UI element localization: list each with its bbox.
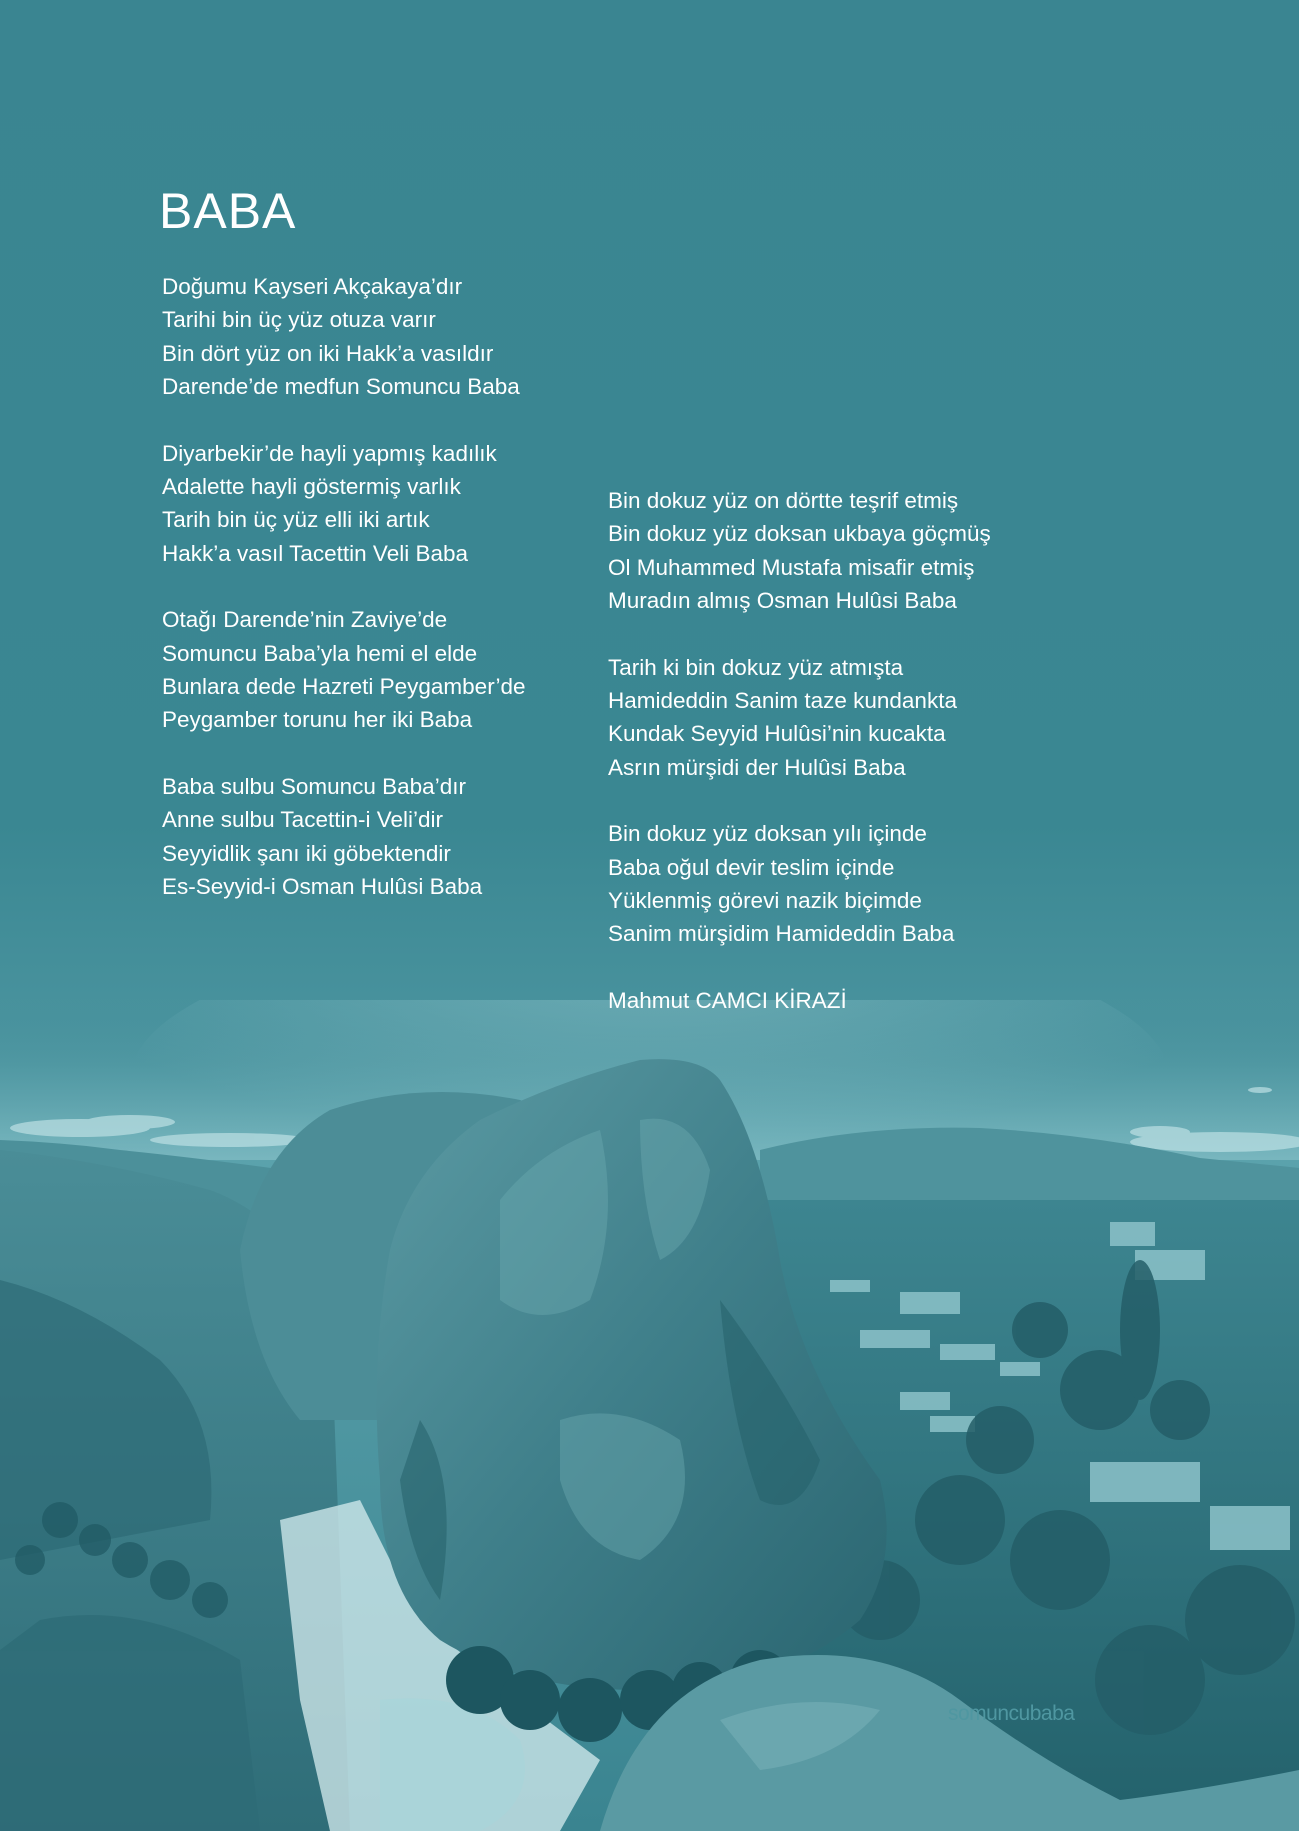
stanza [608, 651, 1078, 785]
verse-line: Es-Seyyid-i Osman Hulûsi Baba [162, 874, 483, 900]
verse-line: Somuncu Baba’yla hemi el elde [162, 640, 478, 666]
verse-line: Bin dokuz yüz on dörtte teşrif etmiş [608, 488, 959, 513]
verse-line: Adalette hayli göstermiş varlık [162, 474, 461, 500]
poem-title: BABA [159, 183, 297, 239]
poem-right-column [608, 484, 1078, 1017]
verse-line: Asrın mürşidi der Hulûsi Baba [608, 754, 906, 780]
stanza [162, 270, 632, 404]
verse-line: Tarihi bin üç yüz otuza varır [162, 307, 436, 333]
poem-left-column [162, 270, 632, 937]
verse-line: Sanim mürşidim Hamideddin Baba [608, 921, 955, 947]
verse-line: Tarih bin üç yüz elli iki artık [162, 507, 430, 533]
verse-line: Ol Muhammed Mustafa misafir etmiş [608, 554, 975, 580]
stanza [162, 603, 632, 737]
verse-line: Muradın almış Osman Hulûsi Baba [608, 588, 957, 614]
verse-line: Bin dokuz yüz doksan yılı içinde [608, 821, 927, 847]
verse-line: Tarih ki bin dokuz yüz atmışta [608, 654, 904, 680]
stanza [162, 770, 632, 904]
verse-line: Bunlara dede Hazreti Peygamber’de [162, 674, 526, 700]
verse-line: Bin dört yüz on iki Hakk’a vasıldır [162, 340, 494, 366]
poem-author: Mahmut CAMCI KİRAZİ [608, 987, 847, 1013]
verse-line: Baba sulbu Somuncu Baba’dır [162, 773, 466, 799]
verse-line: Peygamber torunu her iki Baba [162, 707, 473, 733]
stanza [162, 437, 632, 571]
verse-line: Doğumu Kayseri Akçakaya’dır [162, 274, 463, 299]
verse-line: Baba oğul devir teslim içinde [608, 854, 895, 880]
stanza [608, 484, 1078, 618]
landscape-photo [0, 1000, 1299, 1831]
verse-line: Kundak Seyyid Hulûsi’nin kucakta [608, 721, 946, 747]
verse-line: Hamideddin Sanim taze kundankta [608, 688, 957, 714]
verse-line: Otağı Darende’nin Zaviye’de [162, 607, 448, 633]
verse-line: Hakk’a vasıl Tacettin Veli Baba [162, 540, 469, 566]
verse-line: Bin dokuz yüz doksan ukbaya göçmüş [608, 521, 991, 547]
verse-line: Anne sulbu Tacettin-i Veli’dir [162, 807, 443, 833]
verse-line: Seyyidlik şanı iki göbektendir [162, 840, 451, 866]
verse-line: Diyarbekir’de hayli yapmış kadılık [162, 440, 497, 466]
brand-logo: somuncubaba [948, 1702, 1075, 1725]
verse-line: Yüklenmiş görevi nazik biçimde [608, 888, 922, 914]
stanza [608, 817, 1078, 951]
verse-line: Darende’de medfun Somuncu Baba [162, 374, 520, 400]
